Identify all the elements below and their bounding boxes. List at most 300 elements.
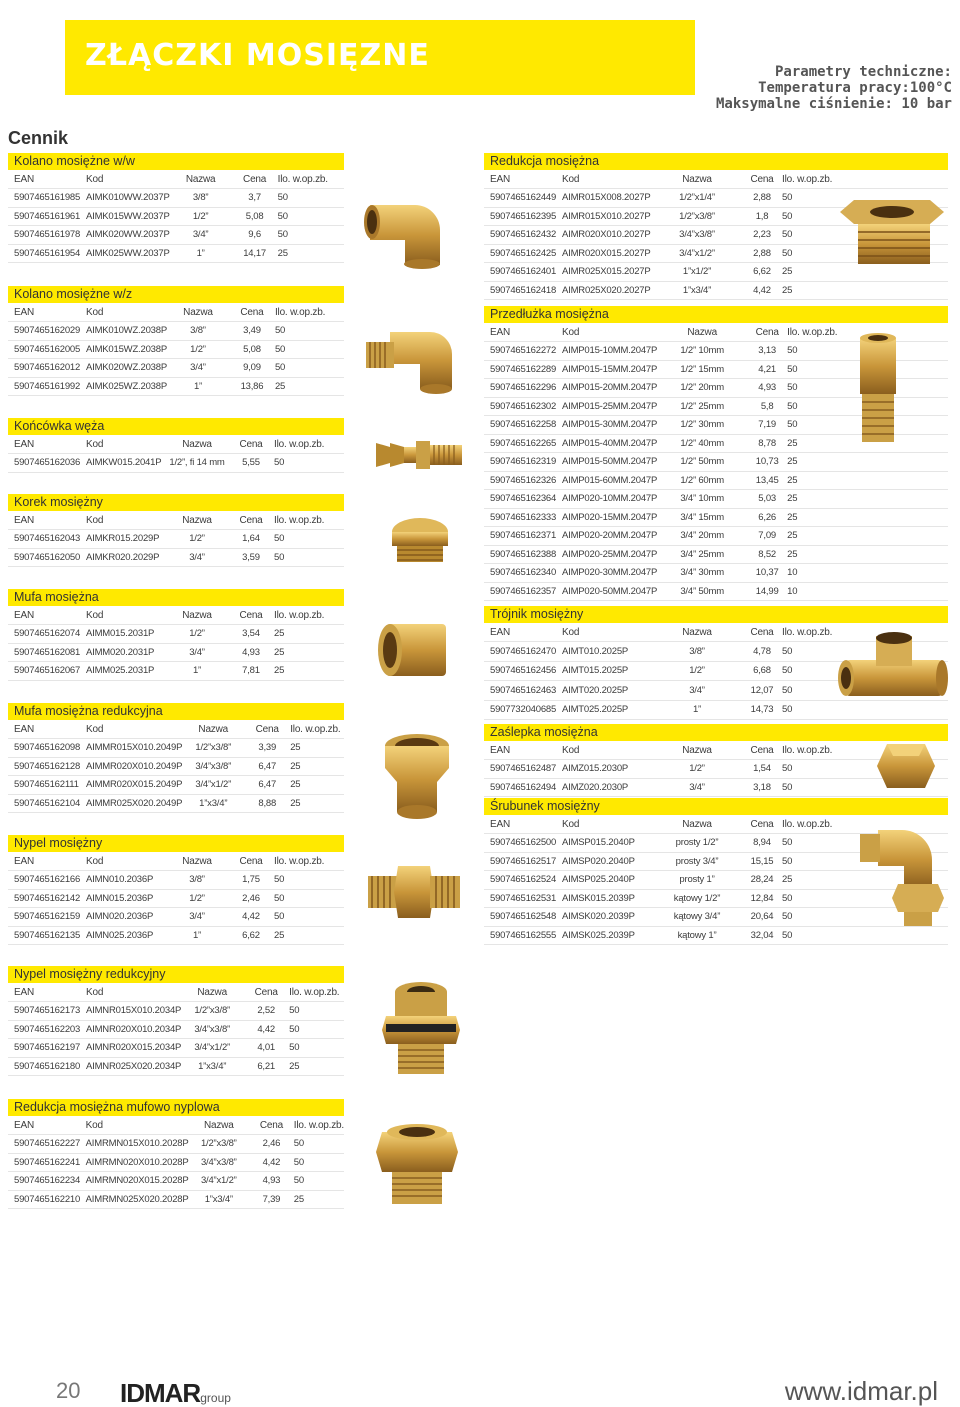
qty-cell — [782, 926, 948, 945]
name-cell — [166, 926, 228, 945]
code-cell-text: AIMZ015.2030P — [562, 763, 629, 775]
ean-cell-text: 5907465162241 — [14, 1156, 81, 1168]
ean-cell — [484, 379, 562, 398]
code-cell-text: AIMSP025.2040P — [562, 874, 635, 886]
price-cell — [228, 548, 274, 567]
section-left-6 — [8, 835, 344, 945]
section-title: Kolano mosiężne w/z — [8, 286, 344, 303]
column-header-kod: Kod — [86, 983, 181, 1002]
code-cell-text: AIMN020.2036P — [86, 911, 154, 923]
company-logo — [120, 1378, 231, 1407]
code-cell — [86, 1135, 189, 1154]
name-cell — [652, 189, 742, 208]
price-cell — [742, 681, 782, 701]
table-row — [484, 453, 948, 472]
qty-cell-text: 50 — [782, 704, 793, 716]
name-cell-text: 1/2” — [192, 210, 209, 222]
price-cell-text: 8,88 — [258, 797, 277, 809]
column-header-nazwa: Nazwa — [167, 303, 229, 322]
price-cell-text: 3,59 — [242, 551, 260, 563]
name-cell-text: 3/8” — [689, 645, 705, 657]
qty-cell-text: 25 — [290, 742, 301, 754]
price-cell — [747, 379, 787, 398]
qty-cell — [274, 530, 344, 549]
qty-cell-text: 50 — [782, 665, 793, 677]
qty-cell-text: 50 — [782, 781, 793, 793]
qty-cell — [787, 545, 948, 564]
table-row — [8, 1172, 344, 1191]
name-cell-text: 1/2” 50mm — [680, 456, 724, 468]
qty-cell-text: 25 — [787, 548, 798, 560]
price-cell-text: 10,73 — [755, 456, 779, 468]
price-cell-text: 2,23 — [753, 229, 771, 241]
ean-cell-text: 5907465162289 — [490, 363, 557, 375]
code-cell — [562, 926, 652, 945]
code-cell — [562, 207, 652, 226]
ean-cell-text: 5907465162395 — [490, 210, 557, 222]
qty-cell-text: 25 — [274, 929, 285, 941]
section-title: Mufa mosiężna redukcyjna — [8, 703, 344, 720]
name-cell-text: 1/2”x3/8” — [679, 210, 715, 222]
name-cell — [652, 760, 742, 779]
column-header-kod: Kod — [562, 323, 657, 342]
ean-cell — [8, 454, 86, 473]
ean-cell — [8, 530, 86, 549]
table-header — [8, 435, 344, 454]
name-cell — [657, 379, 747, 398]
ean-cell — [484, 661, 562, 681]
ean-cell-text: 5907465162302 — [490, 400, 557, 412]
name-cell-text: 3/8” — [190, 325, 206, 337]
code-cell — [562, 545, 657, 564]
ean-cell-text: 5907465162135 — [14, 929, 81, 941]
price-cell — [742, 226, 782, 245]
price-cell — [742, 207, 782, 226]
price-table — [8, 983, 344, 1076]
ean-cell — [8, 1153, 86, 1172]
price-cell-text: 20,64 — [750, 911, 774, 923]
price-cell-text: 1,8 — [755, 210, 769, 222]
qty-cell — [275, 359, 344, 378]
price-cell — [742, 871, 782, 890]
column-header-kod: Kod — [562, 741, 652, 760]
name-cell — [167, 322, 229, 341]
name-cell — [652, 908, 742, 927]
ean-cell-text: 5907465162166 — [14, 874, 81, 886]
column-header-ean: EAN — [8, 606, 86, 625]
qty-cell — [274, 454, 344, 473]
code-cell-text: AIMT010.2025P — [562, 645, 629, 657]
name-cell — [652, 244, 742, 263]
name-cell — [166, 530, 228, 549]
name-cell — [166, 643, 228, 662]
qty-cell-text: 50 — [782, 247, 793, 259]
name-cell — [181, 1057, 243, 1076]
qty-cell — [275, 340, 344, 359]
qty-cell-text: 50 — [782, 684, 793, 696]
name-cell — [657, 453, 747, 472]
code-cell-text: AIMP015-10MM.2047P — [562, 345, 658, 357]
ean-cell-text: 5907465162425 — [490, 247, 557, 259]
price-cell-text: 8,78 — [758, 437, 776, 449]
section-left-2 — [8, 418, 344, 473]
code-cell — [562, 189, 652, 208]
column-header-kod: Kod — [562, 623, 652, 642]
ean-cell — [484, 490, 562, 509]
price-cell — [243, 1057, 289, 1076]
price-cell-text: 7,09 — [758, 530, 776, 542]
price-cell — [249, 1153, 294, 1172]
name-cell-text: 1” — [192, 929, 202, 941]
name-cell-text: 1/2”x3/8” — [195, 742, 232, 754]
price-cell-text: 6,21 — [257, 1060, 276, 1072]
name-cell-text: 1” — [196, 247, 205, 259]
price-cell — [232, 226, 278, 245]
qty-cell — [289, 1002, 344, 1021]
ean-cell-text: 5907465162555 — [490, 929, 557, 941]
price-cell-text: 4,01 — [257, 1042, 276, 1054]
ean-cell — [484, 852, 562, 871]
name-cell — [652, 661, 742, 681]
price-cell-text: 4,93 — [758, 382, 776, 394]
code-cell-text: AIMNR020X010.2034P — [86, 1023, 182, 1035]
price-table — [8, 852, 344, 945]
qty-cell-text: 25 — [782, 284, 793, 296]
name-cell-text: 1”x3/4” — [199, 797, 228, 809]
name-cell — [170, 244, 232, 263]
code-cell — [562, 527, 657, 546]
price-cell-text: 14,99 — [755, 585, 779, 597]
ean-cell-text: 5907465162005 — [14, 343, 81, 355]
qty-cell-text: 50 — [293, 1138, 304, 1150]
name-cell-text: 3/4”x3/8” — [195, 760, 232, 772]
code-cell — [86, 340, 167, 359]
ean-cell-text: 5907465162494 — [490, 781, 557, 793]
name-cell-text: 1/2” 10mm — [680, 345, 724, 357]
ean-cell — [8, 662, 86, 681]
ean-cell-text: 5907465162029 — [14, 325, 81, 337]
price-cell — [244, 757, 290, 776]
price-cell-text: 3,7 — [248, 192, 261, 204]
code-cell — [86, 1172, 189, 1191]
code-cell — [86, 908, 166, 927]
name-cell — [170, 226, 232, 245]
table-row — [484, 508, 948, 527]
ean-cell — [8, 871, 86, 890]
price-cell — [244, 794, 290, 813]
qty-cell-text: 25 — [787, 511, 798, 523]
name-cell-text: 1” — [692, 704, 702, 716]
name-cell — [182, 776, 244, 795]
name-cell — [166, 662, 228, 681]
ean-cell — [8, 322, 86, 341]
price-cell-text: 1,54 — [753, 763, 771, 775]
column-header-nazwa: Nazwa — [181, 983, 243, 1002]
qty-cell-text: 25 — [289, 1060, 300, 1072]
ean-cell-text: 5907465162173 — [14, 1005, 81, 1017]
price-cell — [742, 760, 782, 779]
name-cell-text: 3/4”x1/2” — [195, 779, 232, 791]
qty-cell-text: 10 — [787, 585, 798, 597]
code-cell-text: AIMSK015.2039P — [562, 892, 635, 904]
name-cell — [652, 852, 742, 871]
name-cell-text: 3/8” — [192, 192, 209, 204]
name-cell-text: 1”x3/4” — [204, 1193, 233, 1205]
name-cell-text: 3/4”x1/2” — [194, 1042, 231, 1054]
code-cell — [562, 889, 652, 908]
price-cell — [229, 322, 275, 341]
price-cell — [228, 625, 274, 644]
price-cell-text: 7,19 — [758, 419, 776, 431]
ean-cell — [8, 1172, 86, 1191]
column-header-kod: Kod — [86, 720, 182, 739]
name-cell — [657, 342, 747, 361]
name-cell — [166, 889, 228, 908]
ean-cell — [484, 189, 562, 208]
column-header-nazwa: Nazwa — [652, 170, 742, 189]
code-cell — [562, 778, 652, 797]
name-cell-text: 1”x3/4” — [198, 1060, 227, 1072]
ean-cell-text: 5907465162036 — [14, 457, 81, 469]
qty-cell-text: 50 — [289, 1042, 300, 1054]
qty-cell — [278, 207, 344, 226]
elbow-fm-image — [360, 312, 470, 402]
qty-cell — [274, 548, 344, 567]
ean-cell-text: 5907465162043 — [14, 533, 81, 545]
column-header-kod: Kod — [86, 1116, 189, 1135]
ean-cell — [8, 926, 86, 945]
table-row — [8, 340, 344, 359]
name-cell — [182, 757, 244, 776]
ean-cell — [484, 453, 562, 472]
code-cell-text: AIMR015X008.2027P — [562, 192, 651, 204]
ean-cell-text: 5907465161992 — [14, 380, 81, 392]
column-header-ean: EAN — [484, 323, 562, 342]
column-header-kod: Kod — [86, 606, 166, 625]
ean-cell — [8, 244, 86, 263]
qty-cell — [289, 1020, 344, 1039]
column-header-cena: Cena — [249, 1116, 294, 1135]
ean-cell — [8, 776, 86, 795]
code-cell — [86, 322, 167, 341]
ean-cell-text: 5907465162265 — [490, 437, 557, 449]
price-cell — [228, 889, 274, 908]
code-cell — [86, 926, 166, 945]
ean-cell-text: 5907465162333 — [490, 511, 557, 523]
code-cell — [86, 1057, 181, 1076]
price-cell-text: 4,42 — [257, 1023, 276, 1035]
name-cell-text: 1/2” — [689, 665, 705, 677]
table-header — [8, 606, 344, 625]
qty-cell — [278, 226, 344, 245]
column-header-kod: Kod — [562, 815, 652, 834]
name-cell — [652, 207, 742, 226]
price-table — [8, 303, 344, 396]
code-cell-text: AIMP015-30MM.2047P — [562, 419, 658, 431]
column-header-nazwa: Nazwa — [166, 606, 228, 625]
price-cell-text: 14,73 — [750, 704, 774, 716]
code-cell — [86, 776, 182, 795]
code-cell-text: AIMP020-15MM.2047P — [562, 511, 658, 523]
qty-cell — [274, 926, 344, 945]
qty-cell-text: 50 — [782, 192, 793, 204]
name-cell — [189, 1172, 250, 1191]
table-row — [8, 794, 344, 813]
column-header-cena: Cena — [742, 741, 782, 760]
code-cell-text: AIMT020.2025P — [562, 684, 629, 696]
qty-cell-text: 50 — [787, 419, 798, 431]
ean-cell — [484, 244, 562, 263]
code-cell-text: AIMSP020.2040P — [562, 855, 635, 867]
ean-cell — [484, 871, 562, 890]
price-cell-text: 5,8 — [760, 400, 774, 412]
reducer-image — [838, 188, 950, 284]
column-header-ilo: Ilo. w.op.zb. — [782, 623, 948, 642]
qty-cell — [290, 794, 344, 813]
price-cell-text: 1,75 — [242, 874, 260, 886]
extension-image — [848, 332, 908, 450]
qty-cell — [787, 564, 948, 583]
code-cell-text: AIMSP015.2040P — [562, 837, 635, 849]
price-cell — [742, 244, 782, 263]
ean-cell-text: 5907465162074 — [14, 628, 81, 640]
code-cell-text: AIMSK020.2039P — [562, 911, 635, 923]
name-cell-text: 3/4” — [689, 684, 705, 696]
ean-cell — [8, 340, 86, 359]
column-header-ilo: Ilo. w.op.zb. — [274, 435, 344, 454]
page-title: ZŁĄCZKI MOSIĘZNE — [85, 38, 430, 73]
qty-cell-text: 50 — [787, 345, 798, 357]
qty-cell-text: 50 — [274, 911, 285, 923]
ean-cell — [8, 226, 86, 245]
name-cell-text: 3/4”x1/2” — [679, 247, 715, 259]
ean-cell-text: 5907465162197 — [14, 1042, 81, 1054]
code-cell — [86, 643, 166, 662]
price-table — [8, 606, 344, 681]
table-row — [484, 564, 948, 583]
name-cell — [189, 1153, 250, 1172]
column-header-ilo: Ilo. w.op.zb. — [275, 303, 344, 322]
name-cell — [657, 471, 747, 490]
section-title: Zaślepka mosiężna — [484, 724, 948, 741]
qty-cell-text: 50 — [274, 362, 286, 374]
name-cell — [170, 207, 232, 226]
code-cell — [562, 834, 652, 853]
qty-cell — [290, 776, 344, 795]
ean-cell-text: 5907465162180 — [14, 1060, 81, 1072]
ean-cell — [484, 564, 562, 583]
price-cell-text: 8,52 — [758, 548, 776, 560]
ean-cell — [484, 760, 562, 779]
qty-cell-text: 25 — [274, 646, 285, 658]
column-header-cena: Cena — [228, 435, 274, 454]
qty-cell-text: 50 — [274, 533, 285, 545]
name-cell-text: 3/4” — [192, 229, 209, 241]
code-cell — [562, 908, 652, 927]
price-cell — [232, 207, 278, 226]
section-title: Śrubunek mosiężny — [484, 798, 948, 815]
name-cell-text: 1/2”, fi 14 mm — [169, 457, 225, 469]
name-cell-text: 1/2”x1/4” — [679, 192, 715, 204]
price-cell — [742, 908, 782, 927]
name-cell — [166, 548, 228, 567]
qty-cell — [294, 1190, 344, 1209]
column-header-cena: Cena — [228, 511, 274, 530]
code-cell — [86, 454, 166, 473]
price-cell — [742, 263, 782, 282]
price-cell-text: 4,42 — [242, 911, 260, 923]
table-row — [484, 582, 948, 601]
column-header-cena: Cena — [228, 852, 274, 871]
column-header-nazwa: Nazwa — [189, 1116, 250, 1135]
price-cell — [742, 889, 782, 908]
table-row — [8, 739, 344, 758]
name-cell — [181, 1020, 243, 1039]
ean-cell-text: 5907465161954 — [14, 247, 81, 259]
ean-cell-text: 5907465162104 — [14, 797, 81, 809]
ean-cell — [8, 1002, 86, 1021]
qty-cell-text: 10 — [787, 567, 798, 579]
code-cell-text: AIMK010WW.2037P — [86, 192, 170, 204]
qty-cell — [290, 757, 344, 776]
socket-image — [372, 610, 462, 686]
price-table — [8, 1116, 344, 1209]
ean-cell-text: 5907465162463 — [490, 684, 557, 696]
price-cell — [747, 434, 787, 453]
table-row — [8, 454, 344, 473]
name-cell — [652, 926, 742, 945]
column-header-nazwa: Nazwa — [182, 720, 244, 739]
section-left-5 — [8, 703, 344, 813]
price-cell — [742, 926, 782, 945]
price-cell-text: 12,84 — [750, 892, 774, 904]
ean-cell-text: 5907465162234 — [14, 1175, 81, 1187]
column-header-cena: Cena — [228, 606, 274, 625]
code-cell-text: AIMNR015X010.2034P — [86, 1005, 182, 1017]
column-header-ilo: Ilo. w.op.zb. — [278, 170, 344, 189]
qty-cell — [787, 582, 948, 601]
price-cell — [228, 454, 274, 473]
code-cell-text: AIMP020-30MM.2047P — [562, 567, 658, 579]
ean-cell — [8, 757, 86, 776]
qty-cell-text: 25 — [787, 530, 798, 542]
code-cell — [562, 582, 657, 601]
code-cell-text: AIMP015-15MM.2047P — [562, 363, 658, 375]
price-cell — [228, 662, 274, 681]
code-cell-text: AIMMR020X015.2049P — [86, 779, 183, 791]
price-cell — [747, 527, 787, 546]
table-header — [8, 983, 344, 1002]
params-pressure: Maksymalne ciśnienie: 10 bar — [715, 96, 952, 112]
price-cell-text: 2,46 — [242, 892, 260, 904]
price-cell-text: 9,6 — [248, 229, 261, 241]
code-cell-text: AIMK010WZ.2038P — [86, 325, 167, 337]
price-cell-text: 15,15 — [750, 855, 774, 867]
qty-cell-text: 50 — [782, 837, 793, 849]
code-cell-text: AIMK020WZ.2038P — [86, 362, 167, 374]
code-cell-text: AIMP020-25MM.2047P — [562, 548, 658, 560]
ean-cell — [8, 189, 86, 208]
qty-cell — [294, 1153, 344, 1172]
params-temperature: Temperatura pracy:100°C — [758, 80, 952, 96]
column-header-nazwa: Nazwa — [166, 435, 228, 454]
ean-cell — [8, 739, 86, 758]
ean-cell-text: 5907465162432 — [490, 229, 557, 241]
section-title: Nypel mosiężny — [8, 835, 344, 852]
qty-cell-text: 25 — [787, 493, 798, 505]
qty-cell — [274, 908, 344, 927]
price-cell-text: 14,17 — [243, 247, 266, 259]
